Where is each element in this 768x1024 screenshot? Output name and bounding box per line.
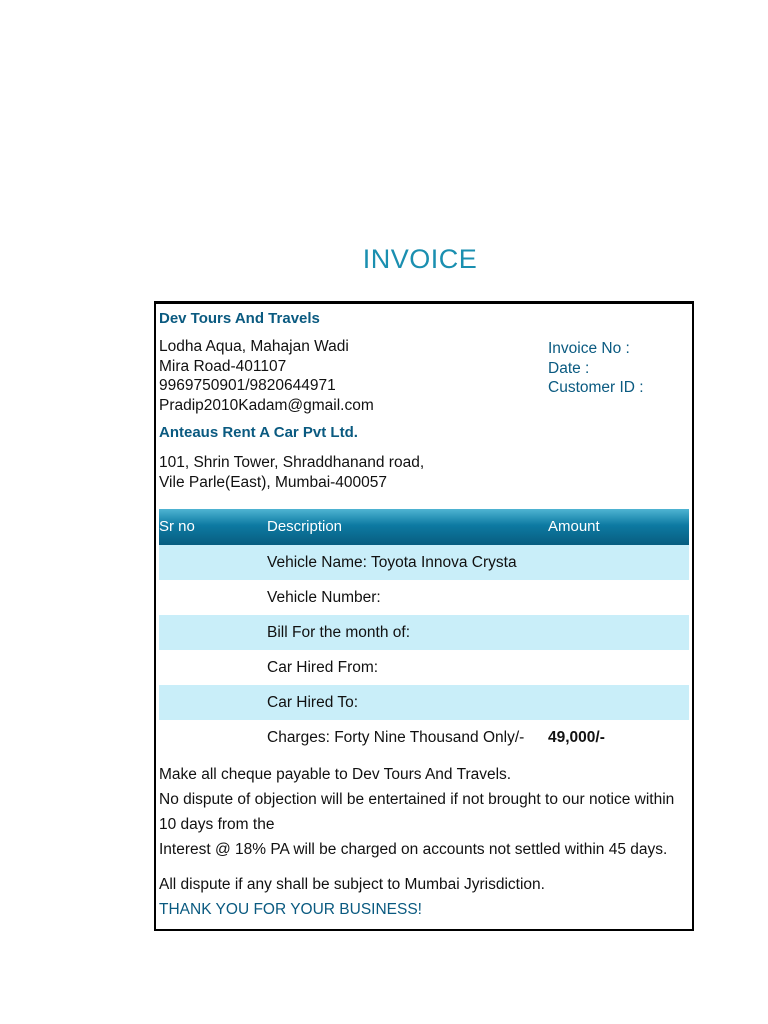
- client-address-line: Vile Parle(East), Mumbai-400057: [159, 473, 388, 491]
- table-row: [159, 720, 689, 755]
- header-sr-no: Sr no: [159, 518, 195, 535]
- note-payable: Make all cheque payable to Dev Tours And Travels.: [159, 766, 512, 783]
- header-amount: Amount: [548, 518, 600, 535]
- thank-you-message: THANK YOU FOR YOUR BUSINESS!: [159, 901, 422, 918]
- table-row: [159, 650, 689, 685]
- seller-email: Pradip2010Kadam@gmail.com: [159, 396, 374, 414]
- cell-description: Car Hired To:: [267, 694, 359, 711]
- invoice-meta: [548, 339, 644, 398]
- client-name: Anteaus Rent A Car Pvt Ltd.: [159, 424, 358, 441]
- table-row: [159, 580, 689, 615]
- invoice-no-label: Invoice No :: [548, 340, 630, 357]
- client-address: [159, 453, 424, 492]
- cell-description: Charges: Forty Nine Thousand Only/-: [267, 729, 525, 746]
- cell-description: Vehicle Name: Toyota Innova Crysta: [267, 554, 517, 571]
- seller-phone: 9969750901/9820644971: [159, 377, 336, 394]
- client-address-line: 101, Shrin Tower, Shraddhanand road,: [159, 454, 425, 471]
- header-description: Description: [267, 518, 343, 535]
- invoice-frame: [154, 301, 694, 931]
- date-label: Date :: [548, 359, 590, 377]
- seller-address-line: Lodha Aqua, Mahajan Wadi: [159, 338, 349, 355]
- note-dispute: No dispute of objection will be entertained if not brought to our notice within 10 days from the: [159, 791, 675, 833]
- cell-description: Bill For the month of:: [267, 624, 411, 641]
- note-jurisdiction: All dispute if any shall be subject to Mumbai Jyrisdiction.: [159, 876, 545, 893]
- table-row: [159, 545, 689, 580]
- invoice-title: INVOICE: [362, 244, 478, 274]
- table-row: [159, 615, 689, 650]
- seller-address: [159, 337, 374, 415]
- cell-description: Car Hired From:: [267, 659, 379, 676]
- table-row: [159, 685, 689, 720]
- cell-amount-total: 49,000/-: [548, 729, 605, 746]
- note-interest: Interest @ 18% PA will be charged on accounts not settled within 45 days.: [159, 841, 668, 858]
- seller-name: Dev Tours And Travels: [159, 310, 320, 327]
- seller-address-line: Mira Road-401107: [159, 357, 287, 375]
- cell-description: Vehicle Number:: [267, 589, 381, 606]
- invoice-notes: [159, 762, 694, 922]
- customer-id-label: Customer ID :: [548, 379, 644, 396]
- invoice-table: [159, 509, 689, 755]
- table-header: [159, 509, 689, 545]
